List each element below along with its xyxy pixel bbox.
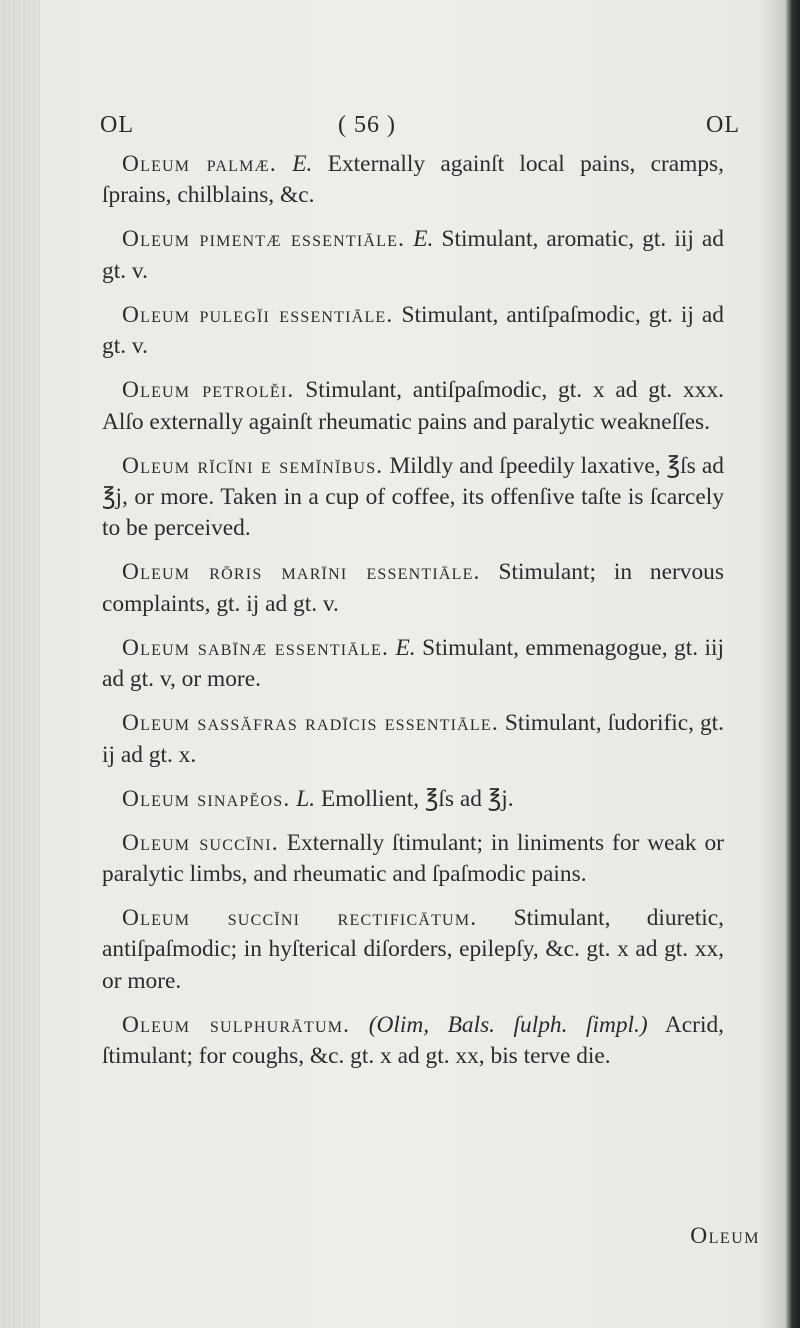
entry-term: Oleum sulphurātum. [122,1011,351,1038]
entry-term: Oleum petrolĕi. [122,377,295,404]
entry-term: Oleum succĭni. [122,829,279,856]
entry-term: Oleum succĭni rectificātum. [122,905,478,932]
entry-text: Mildly and ſpeedily laxative, ℥ſs ad ℥j, or more. Taken in a cup of coffee, its offenſive taſte is ſcarcely to be perceived. [102,452,724,542]
entry-oleum-petrolei [102,375,724,438]
entry-oleum-roris-marini [102,557,724,620]
entry-text: Stimulant, diuretic, antiſpaſmodic; in hyſterical diſorders, epilepſy, &c. gt. x ad gt. xx, or more. [102,905,724,994]
running-head [100,112,740,142]
entry-source: E. [413,226,434,253]
entry-term: Oleum sassăfras radīcis essentiāle. [122,710,499,737]
dictionary-entries [102,149,724,1085]
entry-oleum-pimentae [102,224,724,287]
entry-term: Oleum rĭcĭni e semĭnĭbus. [122,452,384,479]
catchword: Oleum [690,1223,760,1249]
entry-text: Stimulant, aromatic, gt. iij ad gt. v. [102,226,725,284]
page-number: ( 56 ) [338,112,396,138]
entry-term: Oleum rōris marīni essentiāle. [122,559,481,586]
entry-text: Stimulant, emmenagogue, gt. iij ad gt. v, or more. [102,634,724,693]
entry-source: E. [292,151,313,177]
entry-oleum-palmae [102,149,724,212]
entry-text: Stimulant, antiſpaſmodic, gt. ij ad gt. v. [102,301,724,360]
entry-oleum-sinapeos [102,784,724,815]
entry-text: Emollient, ℥ſs ad ℥j. [320,785,514,812]
entry-text: Stimulant, ſudorific, gt. ij ad gt. x. [102,710,724,768]
entry-text: Stimulant, antiſpaſmodic, gt. x ad gt. xxx. Alſo externally againſt rheumatic pains and paralytic weakneſſes. [102,377,724,435]
entry-oleum-sulphuratum [102,1010,724,1073]
entry-source: L. [296,785,316,812]
entry-text: Stimulant; in nervous complaints, gt. ij ad gt. v. [102,559,724,617]
running-head-left: OL [100,112,134,138]
entry-term: Oleum palmæ. [122,151,277,177]
entry-text: Externally againſt local pains, cramps, ſprains, chilblains, &c. [102,151,724,209]
entry-term: Oleum sabīnæ essentiāle. [122,634,390,661]
entry-oleum-succini [102,828,724,891]
entry-oleum-sabinae [102,633,724,696]
entry-source: E. [395,634,416,661]
entry-synonym: (Olim, Bals. ſulph. ſimpl.) [368,1011,648,1038]
entry-oleum-sassafras [102,708,724,771]
entry-oleum-succini-rectificatum [102,903,724,997]
entry-term: Oleum pulegĭi essentiāle. [122,301,394,328]
entry-term: Oleum pimentæ essentiāle. [122,226,406,253]
entry-oleum-ricini [102,451,724,545]
running-head-right: OL [706,112,740,138]
entry-term: Oleum sinapĕos. [122,785,291,812]
page-gutter-edge [0,0,40,1328]
entry-text: Externally ſtimulant; in liniments for weak or paralytic limbs, and rheumatic and ſpaſmodic pains. [102,829,724,888]
entry-text: Acrid, ſtimulant; for coughs, &c. gt. x ad gt. xx, bis terve die. [102,1011,725,1070]
entry-oleum-pulegii [102,300,724,363]
